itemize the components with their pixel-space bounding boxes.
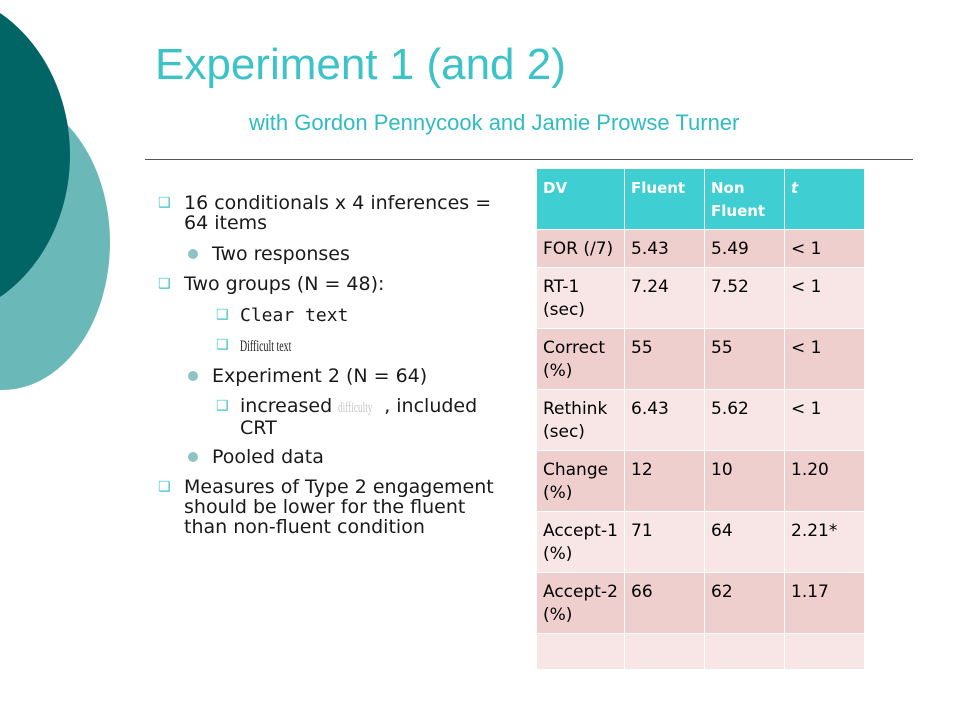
bullet-measures — [158, 477, 503, 537]
table-cell: 1.20 — [785, 451, 865, 512]
table-row — [537, 390, 865, 451]
table-cell: Correct (%) — [537, 329, 625, 390]
table-cell — [705, 634, 785, 670]
table-row — [537, 268, 865, 329]
table-cell: Accept-2 (%) — [537, 573, 625, 634]
bullet-two-responses — [158, 244, 503, 264]
square-bullet-icon: ❑ — [158, 195, 171, 211]
header-dv: DV — [537, 169, 625, 230]
table-row — [537, 230, 865, 268]
bullet-text: Experiment 2 (N = 64) — [212, 365, 428, 387]
title-divider — [145, 159, 913, 160]
table-cell: 64 — [705, 512, 785, 573]
table-row — [537, 512, 865, 573]
square-bullet-icon: ❑ — [158, 479, 171, 495]
table-cell: FOR (/7) — [537, 230, 625, 268]
table-row — [537, 451, 865, 512]
bullet-text: Pooled data — [212, 446, 324, 468]
square-bullet-icon: ❑ — [216, 337, 229, 353]
table-cell: 66 — [625, 573, 705, 634]
table-cell: 2.21* — [785, 512, 865, 573]
table-row — [537, 573, 865, 634]
table-cell: Accept-1 (%) — [537, 512, 625, 573]
table-row — [537, 634, 865, 670]
table-cell: < 1 — [785, 329, 865, 390]
bullet-text-pre: increased — [240, 395, 333, 417]
table-cell — [785, 634, 865, 670]
bullet-text: Two responses — [212, 243, 350, 265]
slide-title: Experiment 1 (and 2) — [155, 40, 566, 89]
table-row — [537, 329, 865, 390]
table-cell: < 1 — [785, 230, 865, 268]
bullet-difficult-text — [158, 335, 503, 357]
table-cell: 12 — [625, 451, 705, 512]
table-cell — [625, 634, 705, 670]
bullet-text-post: , included CRT — [240, 395, 478, 439]
bullet-text: Difficult text — [240, 338, 292, 355]
table-cell: 5.62 — [705, 390, 785, 451]
bullet-text-difficulty: difficulty — [338, 400, 373, 416]
round-bullet-icon — [188, 371, 198, 381]
table-cell: 7.24 — [625, 268, 705, 329]
round-bullet-icon — [188, 452, 198, 462]
square-bullet-icon: ❑ — [216, 398, 229, 414]
square-bullet-icon: ❑ — [158, 276, 171, 292]
table-cell: < 1 — [785, 268, 865, 329]
bullet-text: 16 conditionals x 4 inferences = 64 items — [184, 192, 492, 234]
results-table — [536, 168, 865, 670]
bullet-text: Two groups (N = 48): — [184, 273, 385, 295]
table-cell: 5.49 — [705, 230, 785, 268]
table-cell: 55 — [705, 329, 785, 390]
square-bullet-icon: ❑ — [216, 307, 229, 323]
bullet-experiment-2 — [158, 366, 503, 386]
table-cell: < 1 — [785, 390, 865, 451]
table-header-row — [537, 169, 865, 230]
table-cell: 55 — [625, 329, 705, 390]
header-fluent: Fluent — [625, 169, 705, 230]
bullet-list — [158, 193, 503, 548]
table-cell: 6.43 — [625, 390, 705, 451]
bullet-text: Clear text — [240, 305, 349, 326]
table-cell: RT-1 (sec) — [537, 268, 625, 329]
table-cell: 62 — [705, 573, 785, 634]
table-cell: 71 — [625, 512, 705, 573]
table-cell — [537, 634, 625, 670]
header-non-fluent: Non Fluent — [705, 169, 785, 230]
table-cell: 7.52 — [705, 268, 785, 329]
table-cell: Rethink (sec) — [537, 390, 625, 451]
table-cell: 1.17 — [785, 573, 865, 634]
bullet-text: Measures of Type 2 engagement should be lower for the fluent than non-fluent condition — [184, 476, 494, 538]
bullet-two-groups — [158, 274, 503, 294]
table-cell: 10 — [705, 451, 785, 512]
bullet-pooled-data — [158, 447, 503, 467]
bullet-clear-text — [158, 305, 503, 326]
slide-subtitle: with Gordon Pennycook and Jamie Prowse Turner — [249, 110, 740, 135]
round-bullet-icon — [188, 249, 198, 259]
header-t: t — [785, 169, 865, 230]
bullet-items-count — [158, 193, 503, 233]
bullet-increased-difficulty — [158, 396, 503, 438]
table-cell: Change (%) — [537, 451, 625, 512]
table-cell: 5.43 — [625, 230, 705, 268]
